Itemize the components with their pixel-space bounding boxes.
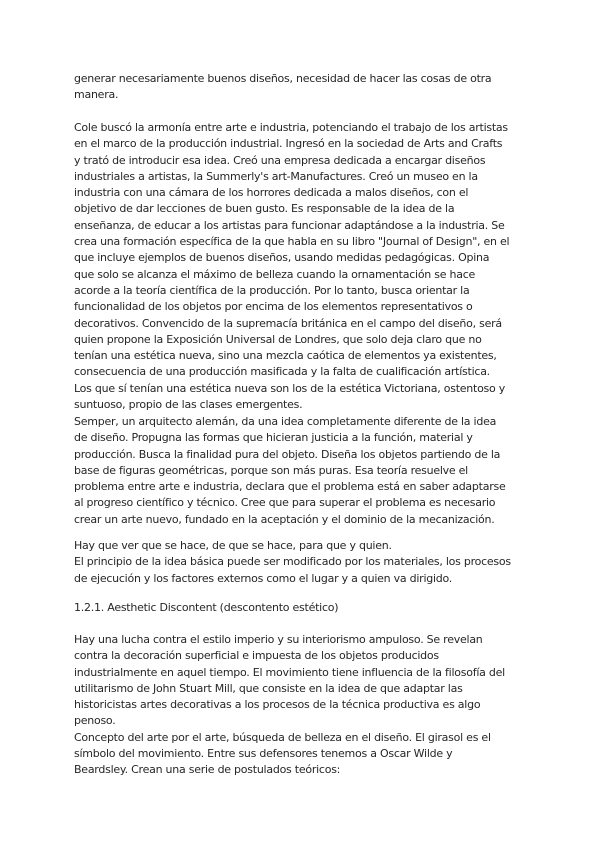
text-line: problema entre arte e industria, declara que el problema está en saber adaptarse	[74, 480, 506, 494]
paragraph-semper	[74, 414, 526, 528]
text-line: funcionalidad de los objetos por encima de los elementos representativos o	[74, 300, 473, 314]
text-line: industrialmente en aquel tiempo. El movimiento tiene influencia de la filosofía del	[74, 665, 505, 679]
text-line: Cole buscó la armonía entre arte e industria, potenciando el trabajo de los artistas	[74, 121, 508, 134]
text-line: Semper, un arquitecto alemán, da una idea completamente diferente de la idea	[74, 415, 497, 428]
text-line: producción. Busca la finalidad pura del objeto. Diseña los objetos partiendo de la	[74, 447, 501, 461]
paragraph-continuation	[74, 71, 526, 104]
text-line: decorativos. Convencido de la supremacía británica en el campo del diseño, será	[74, 316, 502, 330]
text-line: Los que sí tenían una estética nueva son los de la estética Victoriana, ostentoso y	[74, 381, 506, 395]
text-line: utilitarismo de John Stuart Mill, que consiste en la idea de que adaptar las	[74, 681, 463, 695]
text-line: crear un arte nuevo, fundado en la aceptación y el dominio de la mecanización.	[74, 512, 495, 526]
text-line: crea una formación específica de la que habla en su libro "Journal of Design", en el	[74, 235, 510, 249]
text-line: suntuoso, propio de las clases emergentes.	[74, 398, 303, 412]
paragraph-aesthetic-discontent	[74, 632, 526, 779]
section-heading-text: 1.2.1. Aesthetic Discontent (descontento estético)	[74, 601, 339, 614]
text-line: manera.	[74, 88, 119, 102]
text-line: Hay una lucha contra el estilo imperio y su interiorismo ampuloso. Se revelan	[74, 633, 483, 646]
text-line: Concepto del arte por el arte, búsqueda de belleza en el diseño. El girasol es el	[74, 730, 491, 744]
text-line: acorde a la teoría científica de la producción. Por lo tanto, busca orientar la	[74, 283, 470, 297]
text-line: industria con una cámara de los horrores dedicada a malos diseños, con el	[74, 186, 469, 200]
text-line: símbolo del movimiento. Entre sus defensores tenemos a Oscar Wilde y	[74, 747, 453, 761]
paragraph-cole	[74, 120, 526, 413]
text-line: generar necesariamente buenos diseños, necesidad de hacer las cosas de otra	[74, 72, 492, 85]
text-line: tenían una estética nueva, sino una mezcla caótica de elementos ya existentes,	[74, 349, 497, 363]
text-line: base de figuras geométricas, porque son más puras. Esa teoría resuelve el	[74, 463, 468, 477]
text-line: contra la decoración superficial e impuesta de los objetos producidos	[74, 649, 439, 663]
text-line: industriales a artistas, la Summerly's art-Manufactures. Creó un museo en la	[74, 169, 478, 183]
text-line: enseñanza, de educar a los artistas para funcionar adaptándose a la industria. Se	[74, 218, 505, 232]
section-heading	[74, 600, 526, 616]
text-line: consecuencia de una producción masificada y la falta de cualificación artística.	[74, 365, 490, 379]
text-line: Beardsley. Crean una serie de postulados teóricos:	[74, 763, 341, 777]
text-line: Hay que ver que se hace, de que se hace, para que y quien.	[74, 539, 392, 552]
paragraph-principle	[74, 538, 526, 587]
text-line: objetivo de dar lecciones de buen gusto. Es responsable de la idea de la	[74, 202, 455, 216]
text-line: en el marco de la producción industrial. Ingresó en la sociedad de Arts and Crafts	[74, 137, 503, 151]
text-line: al progreso científico y técnico. Cree que para superar el problema es necesario	[74, 496, 496, 510]
text-line: que solo se alcanza el máximo de belleza cuando la ornamentación se hace	[74, 267, 476, 281]
text-line: de diseño. Propugna las formas que hicieran justicia a la función, material y	[74, 431, 473, 445]
text-line: historicistas artes decorativas a los procesos de la técnica productiva es algo	[74, 698, 481, 712]
text-line: quien propone la Exposición Universal de Londres, que solo deja claro que no	[74, 332, 482, 346]
text-line: de ejecución y los factores externos como el lugar y a quien va dirigido.	[74, 571, 453, 585]
text-line: que incluye ejemplos de buenos diseños, usando medidas pedagógicas. Opina	[74, 251, 490, 265]
text-line: y trató de introducir esa idea. Creó una empresa dedicada a encargar diseños	[74, 153, 486, 167]
text-line: El principio de la idea básica puede ser modificado por los materiales, los procesos	[74, 555, 511, 569]
text-line: penoso.	[74, 714, 116, 728]
